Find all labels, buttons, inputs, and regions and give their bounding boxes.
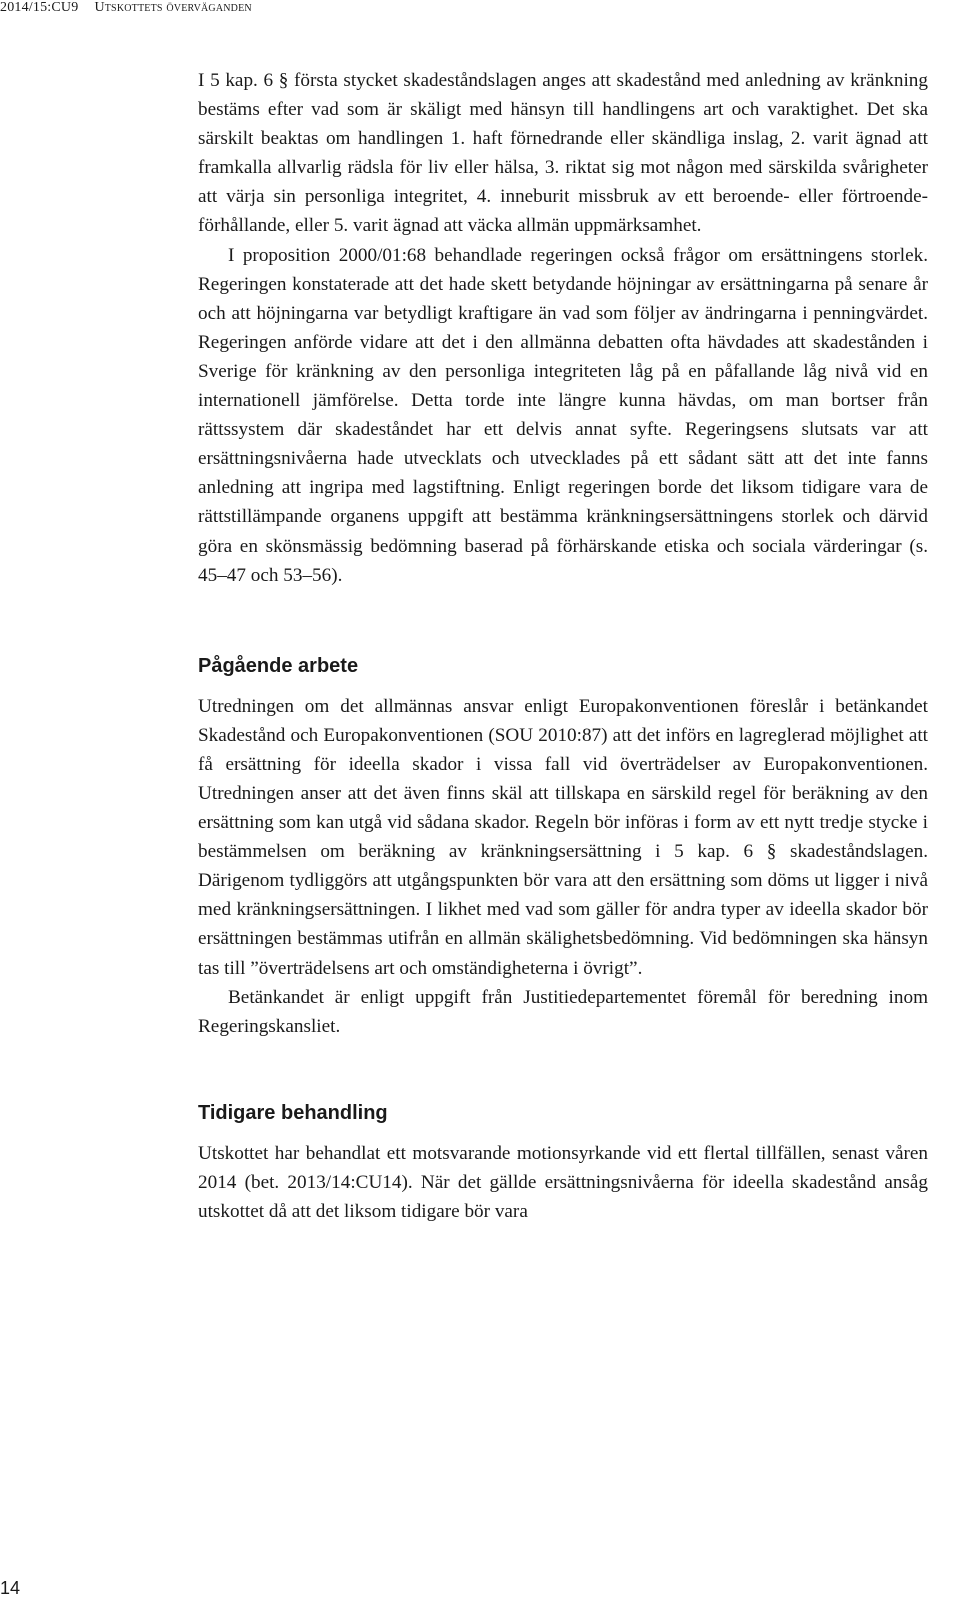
paragraph-previous-1: Utskottet har behandlat ett motsvarande motionsyrkande vid ett flertal tillfällen, senast våren 2014 (bet. 2013/14:CU14). När det gällde ersättningsnivåerna för ideella skadestånd ansåg utskottet då att det liksom tidigare bör vara (198, 1142, 928, 1222)
document-body (198, 66, 928, 1226)
document-id: 2014/15:CU9 (0, 0, 79, 15)
paragraph-intro-2: I proposition 2000/01:68 behandlade regeringen också frågor om ersättningens storlek. Regeringen konstaterade att det hade skett betydande höjningar av ersättningarna på senare år och att höjningarna var betydligt kraftigare än vad som följer av ändringarna i penningvärdet. Regeringen anförde vidare att det i den allmänna debatten ofta hävdades att skadestånden i Sverige för kränkning av den personliga integriteten låg på en påfallande låg nivå vid en internationell jämförelse. Detta torde inte längre kunna hävdas, om man bortser från rättssystem där skadeståndet har ett delvis annat syfte. Regeringsens slutsats var att ersättningsnivåerna hade utvecklats och utvecklades på ett sådant sätt att det inte fanns anledning att ingripa med lagstiftning. Enligt regeringen borde det liksom tidigare vara de rättstillämpande organens uppgift att bestämma kränkningsersättningens storlek och därvid göra en skönsmässig bedömning baserad på förhärskande etiska och sociala värderingar (s. 45–47 och 53–56). (198, 244, 928, 586)
page-number: 14 (0, 1578, 21, 1598)
section-heading-ongoing: Pågående arbete (198, 654, 359, 677)
paragraph-intro-1: I 5 kap. 6 § första stycket skadeståndslagen anges att skadestånd med anledning av kränkning bestäms efter vad som är skäligt med hänsyn till handlingens art och varaktighet. Det ska särskilt beaktas om handlingen 1. haft förnedrande eller skändliga inslag, 2. varit ägnad att framkalla allvarlig rädsla för liv eller hälsa, 3. riktat sig mot någon med särskilda svårigheter att värja sin personliga integritet, 4. inneburit missbruk av ett beroende- eller förtroendeförhållande, eller 5. varit ägnad att väcka allmän uppmärksamhet. (198, 70, 928, 237)
section-ongoing-work (198, 654, 928, 1041)
section-heading-previous: Tidigare behandling (198, 1101, 388, 1124)
paragraph-ongoing-2: Betänkandet är enligt uppgift från Justitiedepartementet föremål för beredning inom Regeringskansliet. (198, 986, 928, 1037)
section-previous-treatment (198, 1101, 928, 1226)
section-title: Utskottets överväganden (94, 0, 252, 15)
running-header (0, 0, 252, 16)
paragraph-ongoing-1: Utredningen om det allmännas ansvar enligt Europakonventionen föreslår i betänkandet Skadestånd och Europakonventionen (SOU 2010:87) att det införs en lagreglerad möjlighet att få ersättning för ideella skador i vissa fall vid överträdelser av Europakonventionen. Utredningen anser att det även finns skäl att tillskapa en särskild regel för beräkning av den ersättning som kan utgå vid sådana skador. Regeln bör införas i form av ett nytt tredje stycke i bestämmelsen om beräkning av kränkningsersättning i 5 kap. 6 § skadeståndslagen. Därigenom tydliggörs att utgångspunkten bör vara att den ersättning som döms ut ligger i nivå med kränkningsersättningen. I likhet med vad som gäller för andra typer av ideella skador bör ersättningen bestämmas utifrån en allmän skälighetsbedömning. Vid bedömningen ska hänsyn tas till ”överträdelsens art och omständigheterna i övrigt”. (198, 695, 928, 979)
